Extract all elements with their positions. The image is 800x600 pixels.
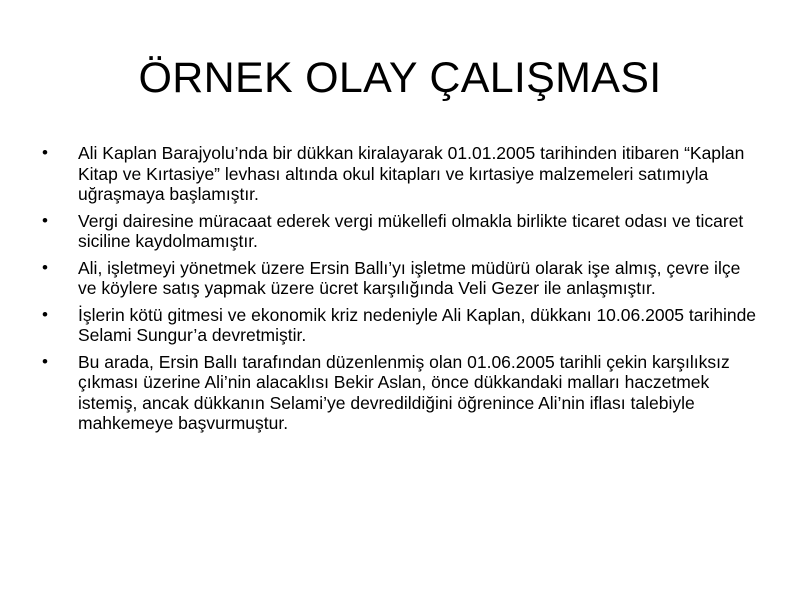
bullet-marker: • (42, 210, 48, 230)
bullet-item (40, 305, 760, 346)
bullet-text: İşlerin kötü gitmesi ve ekonomik kriz nedeniyle Ali Kaplan, dükkanı 10.06.2005 tarihinde Selami Sungur’a devretmiştir. (78, 304, 757, 345)
bullet-item (40, 211, 760, 252)
bullet-list (40, 143, 760, 440)
bullet-text: Vergi dairesine müracaat ederek vergi mükellefi olmakla birlikte ticaret odası ve ticaret siciline kaydolmamıştır. (78, 210, 744, 251)
slide-title: ÖRNEK OLAY ÇALIŞMASI (138, 54, 662, 102)
bullet-marker: • (42, 304, 48, 324)
bullet-marker: • (42, 351, 48, 371)
bullet-item (40, 352, 760, 434)
bullet-text: Ali Kaplan Barajyolu’nda bir dükkan kiralayarak 01.01.2005 tarihinden itibaren “Kaplan Kitap ve Kırtasiye” levhası altında okul kitapları ve kırtasiye malzemeleri satımıyla uğraşmaya başlamıştır. (78, 143, 745, 204)
bullet-marker: • (42, 257, 48, 277)
bullet-item (40, 258, 760, 299)
bullet-marker: • (42, 143, 48, 162)
bullet-item (40, 143, 760, 205)
bullet-text: Ali, işletmeyi yönetmek üzere Ersin Ballı’yı işletme müdürü olarak işe almış, çevre ilçe ve köylere satış yapmak üzere ücret karşılığında Veli Gezer ile anlaşmıştır. (78, 257, 741, 298)
bullet-text: Bu arada, Ersin Ballı tarafından düzenlenmiş olan 01.06.2005 tarihli çekin karşılıksız çıkması üzerine Ali’nin alacaklısı Bekir Aslan, önce dükkandaki malları haczetmek istemiş, ancak dükkanın Selami’ye devredildiğini öğrenince Ali’nin iflası talebiyle mahkemeye başvurmuştur. (78, 351, 730, 433)
